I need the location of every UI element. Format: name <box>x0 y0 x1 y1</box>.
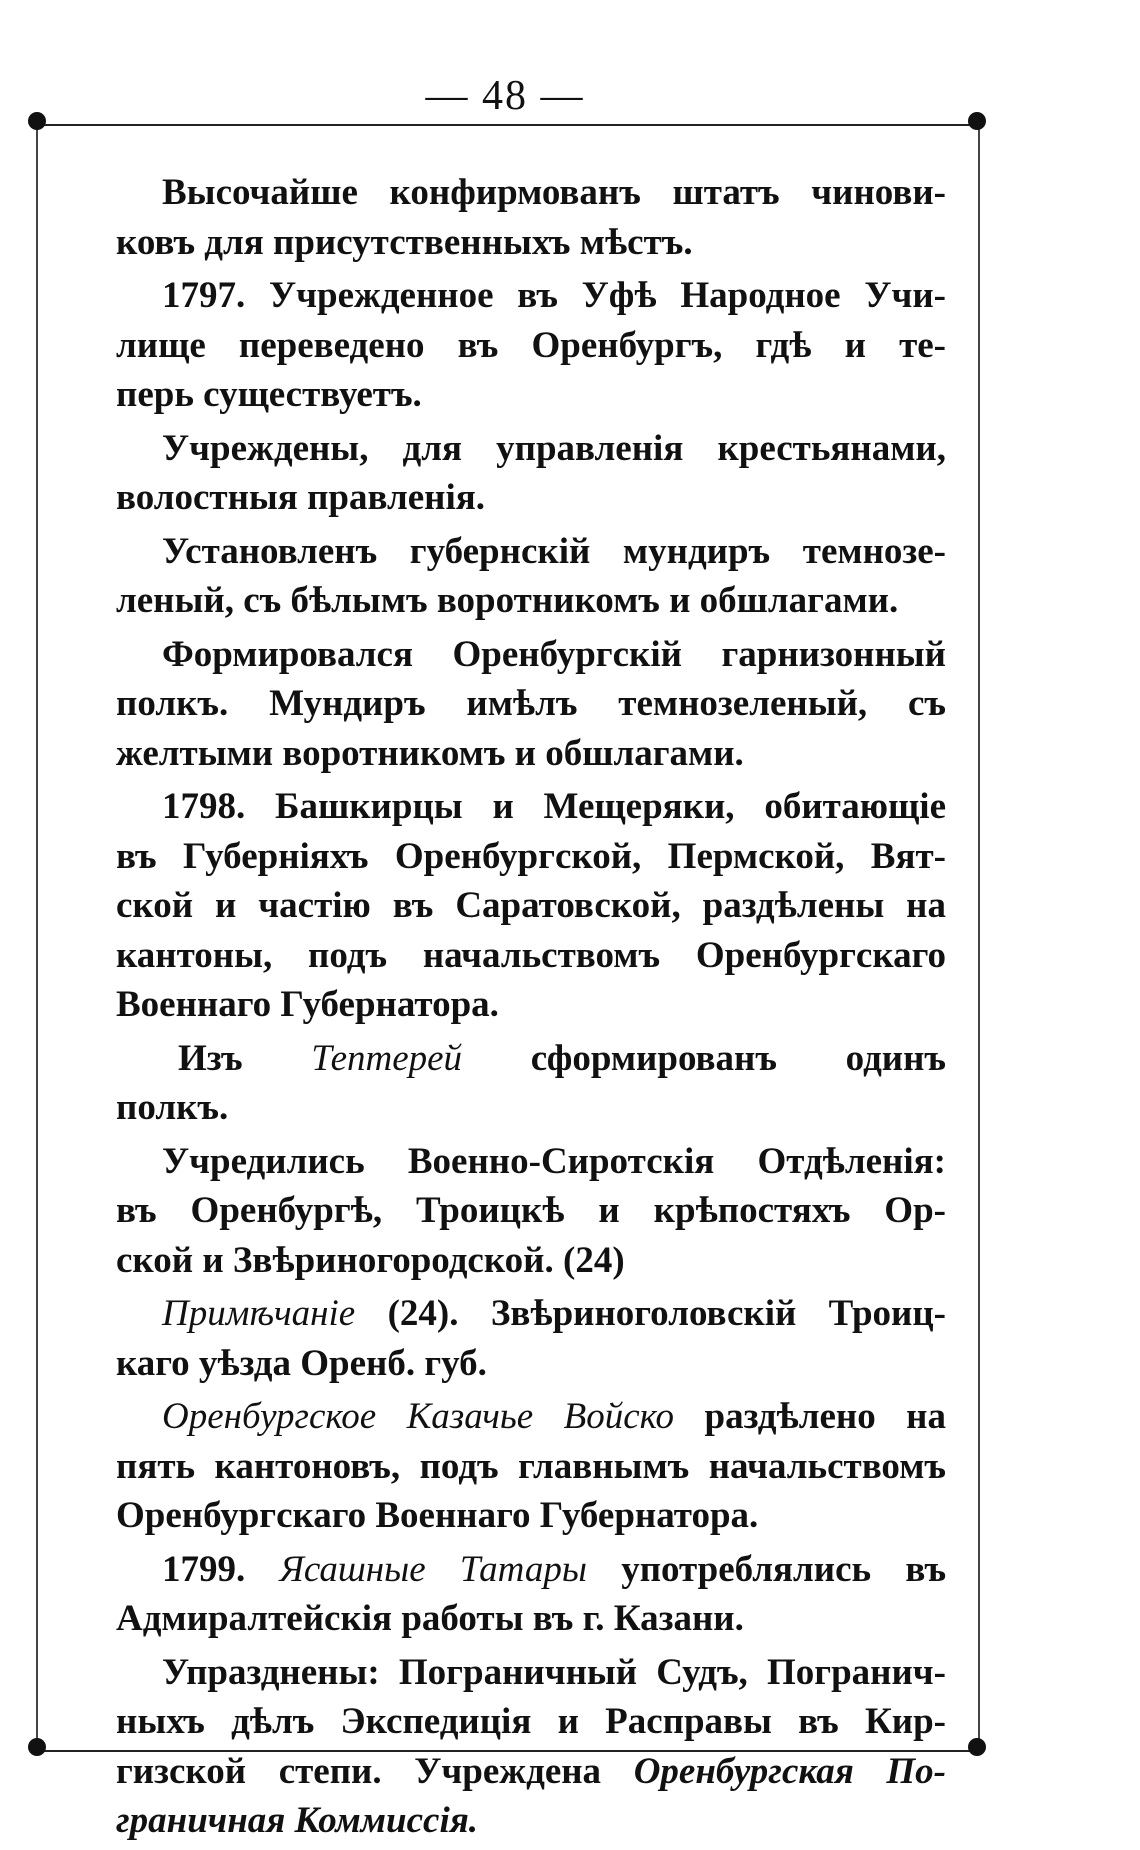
text-fragment: употреблялись въ <box>621 1548 947 1590</box>
paragraph-volost-boards <box>70 424 946 523</box>
text-line <box>70 1747 946 1797</box>
paragraph-cossack-host <box>70 1392 946 1541</box>
text-line: леный, съ бѣлымъ воротникомъ и обшлагами. <box>116 580 899 621</box>
paragraph-footnote <box>70 1289 946 1388</box>
text-fragment: 1799. <box>162 1548 246 1590</box>
text-fragment: гизской степи. <box>116 1750 382 1792</box>
text-fragment: (24). Звѣриноголовскій Троиц- <box>387 1293 946 1334</box>
text-line <box>70 1545 946 1595</box>
text-line: Упразднены: Пограничный Судъ, Погранич- <box>162 1651 946 1693</box>
text-line <box>70 1796 946 1846</box>
text-line: желтыми воротникомъ и обшлагами. <box>116 732 744 774</box>
text-line: 1797. Учрежденное въ Уфѣ Народное Учи- <box>162 275 946 316</box>
text-line: Оренбургскаго Военнаго Губернатора. <box>116 1495 759 1536</box>
text-line: полкъ. Мундиръ имѣлъ темнозеленый, съ <box>116 683 946 724</box>
text-line: Установленъ губернскій мундиръ темнозе- <box>162 530 946 572</box>
text-line: пять кантоновъ, подъ главнымъ начальствомъ <box>116 1445 946 1487</box>
text-line: ской и Звѣриногородской. (24) <box>116 1239 625 1281</box>
text-fragment: сформированъ одинъ <box>530 1037 946 1079</box>
text-line: каго уѣзда Оренб. губ. <box>116 1342 487 1384</box>
text-line <box>70 1034 946 1084</box>
frame-corner-ornament <box>968 112 986 130</box>
paragraph-garrison-regiment <box>70 630 946 779</box>
text-line: Формировался Оренбургскій гарнизонный <box>162 633 946 675</box>
text-line: Высочайше конфирмованъ штатъ чинови- <box>162 172 946 213</box>
paragraph-1798-cantons <box>70 782 946 1030</box>
paragraph-teptyars <box>70 1034 946 1133</box>
frame-corner-ornament <box>968 1738 986 1756</box>
paragraph-border-commission <box>70 1648 946 1846</box>
paragraph-1797-school <box>70 271 946 420</box>
page-number: — 48 — <box>425 73 585 119</box>
paragraph-1799-tatars <box>70 1545 946 1644</box>
text-line: волостныя правленія. <box>116 477 486 518</box>
text-line <box>70 1392 946 1442</box>
text-line: кантоны, подъ начальствомъ Оренбургскаго <box>116 934 946 976</box>
paragraph-orphan-departments <box>70 1137 946 1286</box>
paragraph-uniform <box>70 527 946 626</box>
text-line: 1798. Башкирцы и Мещеряки, обитающіе <box>162 786 946 827</box>
italic-term: Ясашные Татары <box>279 1548 587 1590</box>
text-line: Адмиралтейскія работы въ г. Казани. <box>116 1598 744 1639</box>
italic-term: граничная Коммиссія. <box>116 1800 479 1841</box>
text-line: перь существуетъ. <box>116 374 422 415</box>
text-column <box>70 168 946 1850</box>
text-fragment: раздѣлено на <box>704 1396 947 1437</box>
italic-term: Примѣчаніе <box>162 1293 356 1334</box>
text-fragment: Учреждена <box>414 1750 602 1792</box>
italic-term: Оренбургское Казачье Войско <box>162 1396 675 1437</box>
frame-corner-ornament <box>28 112 46 130</box>
frame-corner-ornament <box>28 1738 46 1756</box>
italic-term: Тептерей <box>311 1037 463 1079</box>
text-line <box>70 1289 946 1339</box>
text-line: ковъ для присутственныхъ мѣстъ. <box>116 221 693 263</box>
text-line: въ Оренбургѣ, Троицкѣ и крѣпостяхъ Ор- <box>116 1190 946 1231</box>
text-line: въ Губерніяхъ Оренбургской, Пермской, Вят- <box>116 835 946 877</box>
text-line: ской и частію въ Саратовской, раздѣлены на <box>116 885 946 926</box>
text-line: Военнаго Губернатора. <box>116 984 499 1025</box>
text-fragment: Изъ <box>178 1037 243 1079</box>
text-line: Учредились Военно-Сиротскія Отдѣленія: <box>162 1140 946 1182</box>
paragraph-staff-confirmed <box>70 168 946 267</box>
text-line: полкъ. <box>116 1087 229 1128</box>
italic-term: Оренбургская По- <box>633 1750 947 1792</box>
text-line: ныхъ дѣлъ Экспедиція и Расправы въ Кир- <box>116 1701 946 1742</box>
text-line: лище переведено въ Оренбургъ, гдѣ и те- <box>116 324 946 366</box>
text-line: Учреждены, для управленія крестьянами, <box>162 427 946 469</box>
